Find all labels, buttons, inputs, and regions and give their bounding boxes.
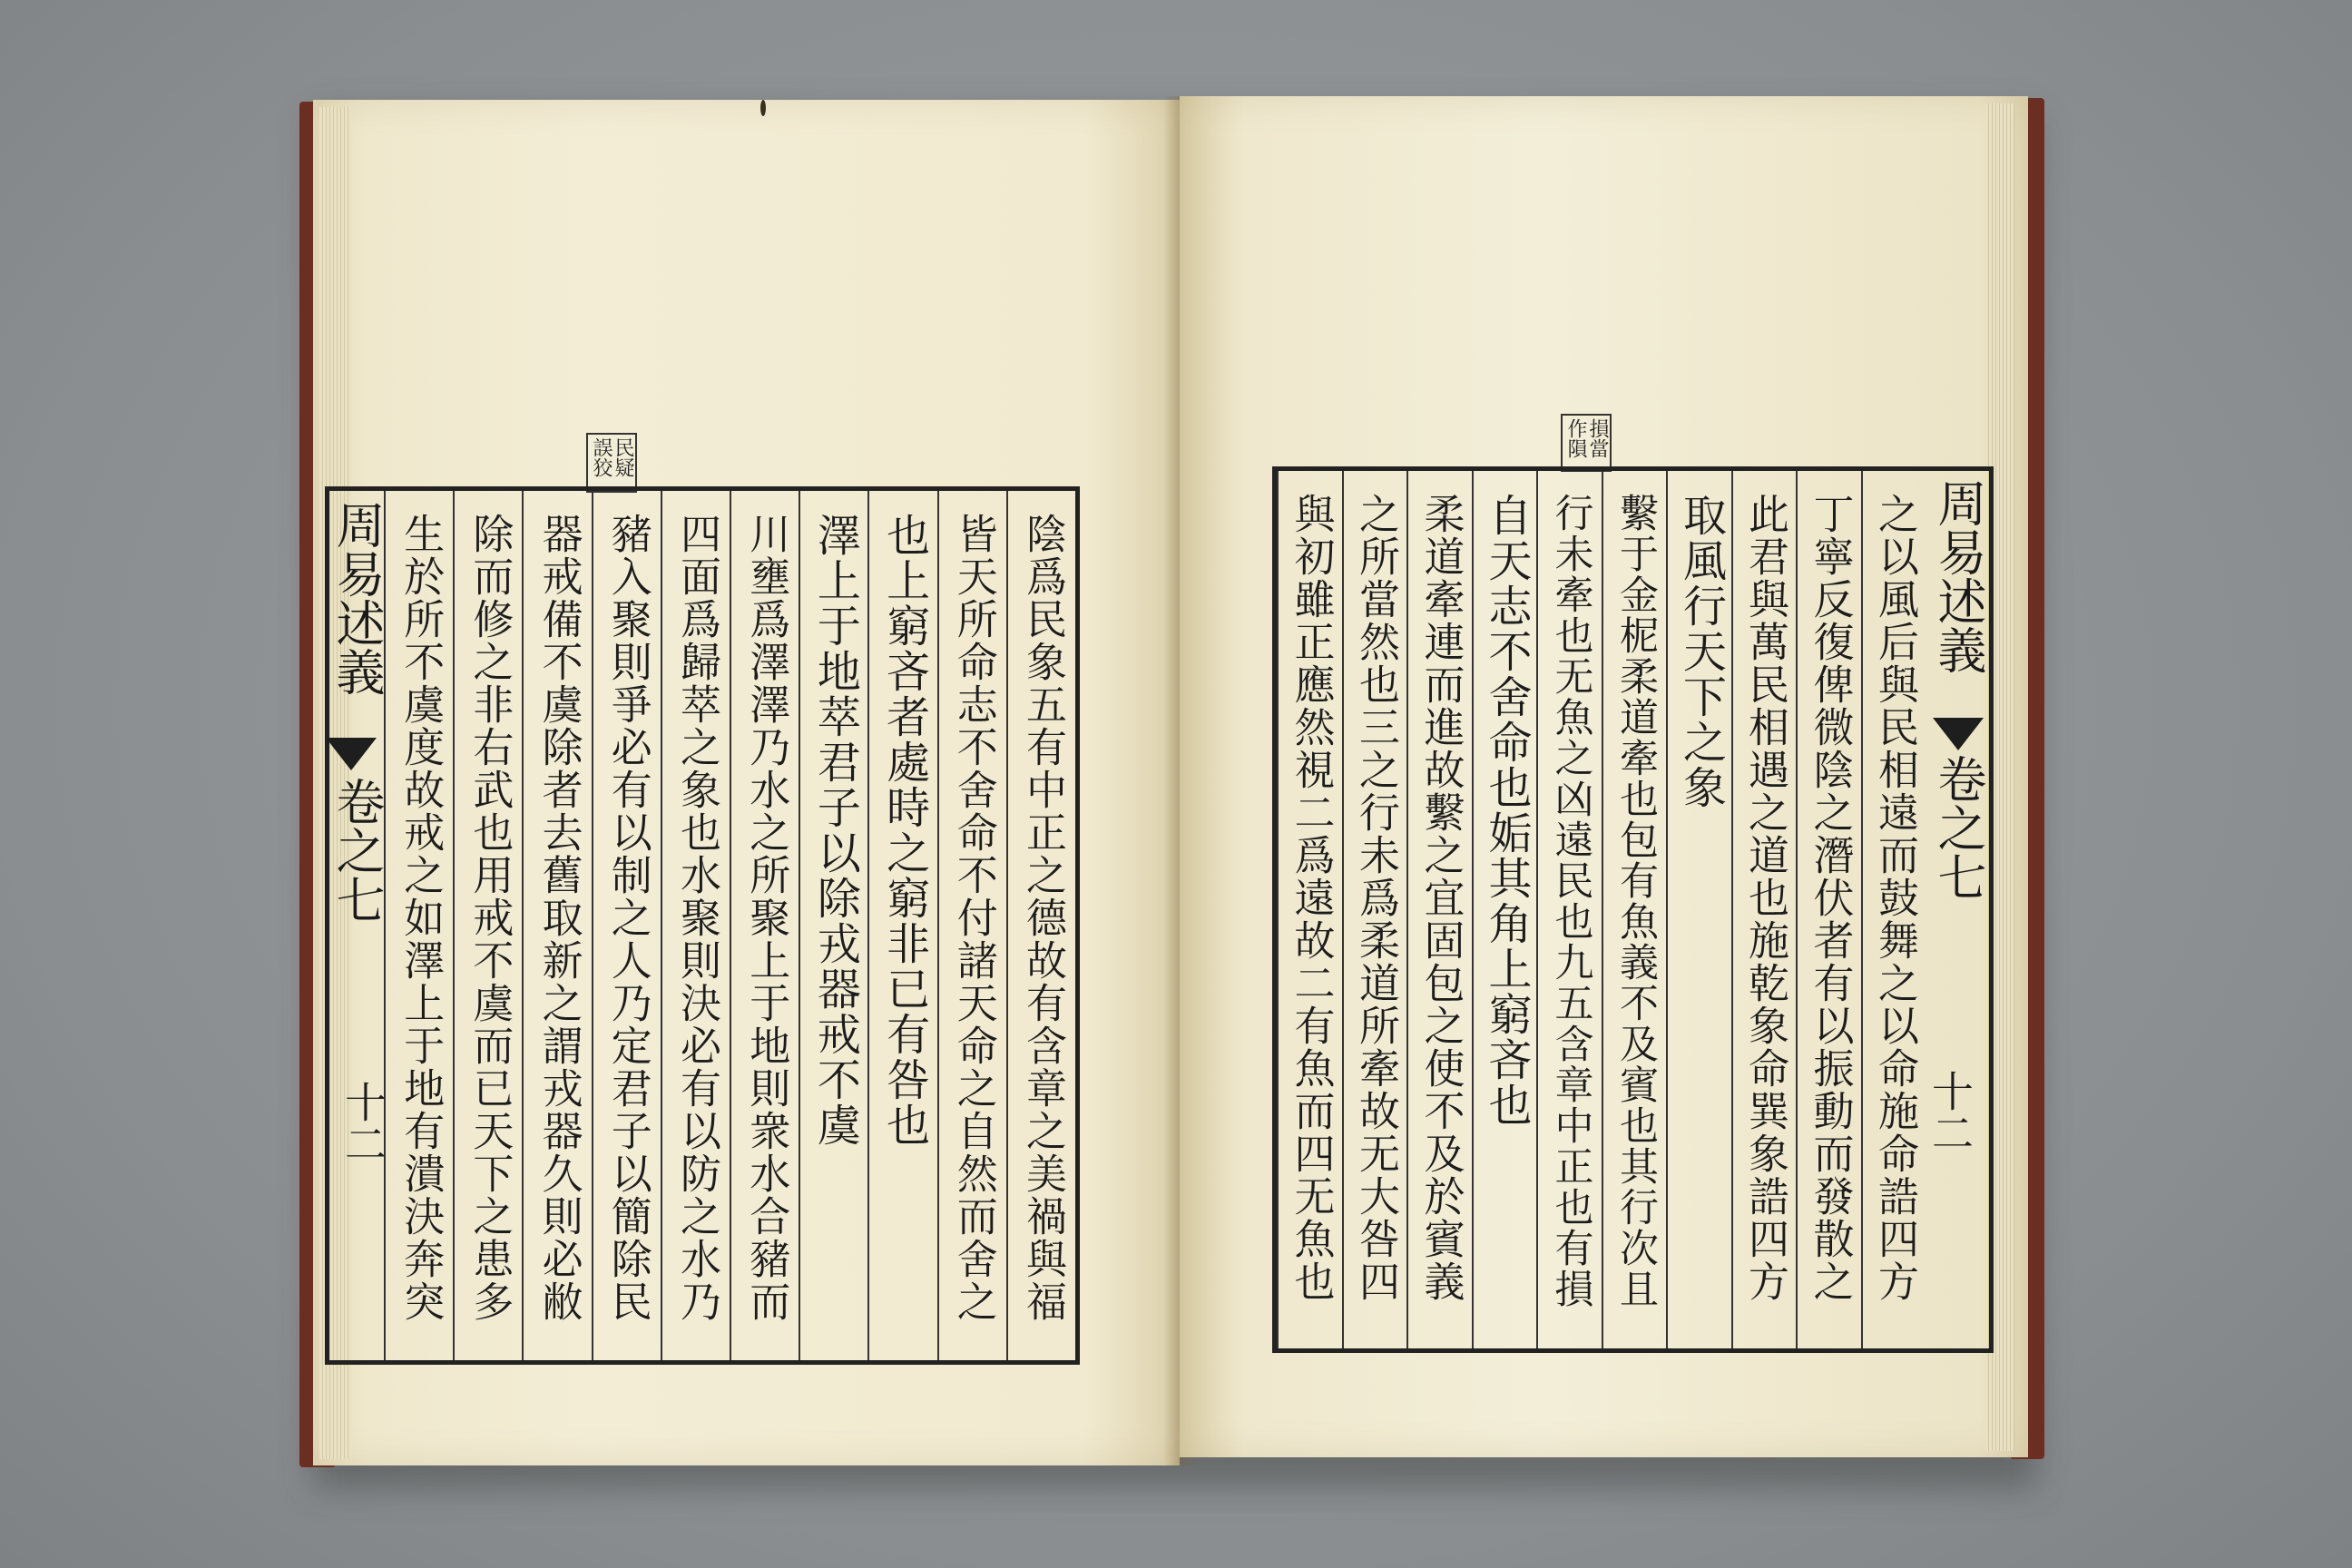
text-column — [730, 491, 799, 1360]
text-column — [1536, 471, 1602, 1348]
text-column — [384, 491, 453, 1360]
text-column — [799, 491, 867, 1360]
column-text: 繫于金柅柔道牽也包有魚義不及賓也其行次且 — [1613, 493, 1659, 1309]
column-text: 生於所不虞度故戒之如澤上于地有潰決奔突 — [397, 513, 446, 1323]
column-text: 與初雖正應然視二爲遠故二有魚而四无魚也 — [1287, 493, 1336, 1303]
column-text: 柔道牽連而進故繫之宜固包之使不及於賓義 — [1416, 493, 1465, 1303]
left-text-frame — [325, 486, 1080, 1365]
column-text: 川壅爲澤澤乃水之所聚上于地則衆水合豬而 — [742, 513, 791, 1323]
text-column — [1277, 471, 1342, 1348]
column-text: 四面爲歸萃之象也水聚則決必有以防之水乃 — [672, 513, 721, 1323]
column-text: 行未牽也无魚之凶遠民也九五含章中正也有損 — [1548, 493, 1594, 1309]
column-text: 澤上于地萃君子以除戎器戒不虞 — [809, 513, 861, 1148]
right-page-volume: 卷之七 — [1930, 754, 1987, 901]
column-text: 豬入聚則爭必有以制之人乃定君子以簡除民 — [603, 513, 652, 1323]
left-text-columns — [384, 491, 1075, 1360]
text-column — [1602, 471, 1667, 1348]
text-column — [453, 491, 522, 1360]
right-marginal-note: 損當作隕 — [1561, 414, 1612, 472]
text-column — [1006, 491, 1075, 1360]
text-column — [661, 491, 730, 1360]
column-text: 陰爲民象五有中正之德故有含章之美禍與福 — [1018, 513, 1067, 1323]
text-column — [1666, 471, 1731, 1348]
right-page-number: 十二 — [1926, 1070, 1975, 1153]
left-fishtail-mark — [326, 738, 377, 770]
text-column — [937, 491, 1006, 1360]
text-column — [867, 491, 936, 1360]
column-text: 之所當然也三之行未爲柔道所牽故无大咎四 — [1352, 493, 1400, 1303]
text-column — [1472, 471, 1537, 1348]
column-text: 丁寧反復俾微陰之潛伏者有以振動而發散之 — [1806, 493, 1855, 1303]
text-column — [1342, 471, 1407, 1348]
left-page-title: 周易述義 — [328, 500, 386, 696]
text-column — [1731, 471, 1797, 1348]
column-text: 取風行天下之象 — [1675, 493, 1727, 810]
right-text-columns — [1277, 471, 1926, 1348]
column-text: 自天志不舍命也姤其角上窮吝也 — [1481, 493, 1532, 1128]
text-column — [522, 491, 591, 1360]
column-text: 器戒備不虞除者去舊取新之謂戎器久則必敝 — [534, 513, 583, 1323]
text-column — [1796, 471, 1861, 1348]
text-column — [1861, 471, 1926, 1348]
right-page-title: 周易述義 — [1930, 478, 1987, 674]
column-text: 此君與萬民相遇之道也施乾象命巽象誥四方 — [1741, 493, 1789, 1303]
ink-speck — [760, 100, 766, 116]
column-text: 除而修之非右武也用戒不虞而已天下之患多 — [466, 513, 514, 1323]
left-marginal-note: 民疑誤狡 — [586, 433, 637, 493]
text-column — [592, 491, 661, 1360]
left-page-volume: 卷之七 — [328, 777, 386, 924]
left-page-number: 十二 — [338, 1081, 387, 1164]
text-column — [1406, 471, 1472, 1348]
column-text: 之以風后與民相遠而鼓舞之以命施命誥四方 — [1871, 493, 1919, 1303]
right-text-frame — [1272, 466, 1994, 1353]
column-text: 也上窮吝者處時之窮非已有咎也 — [878, 513, 930, 1148]
column-text: 皆天所命志不舍命不付諸天命之自然而舍之 — [949, 513, 998, 1323]
right-fishtail-mark — [1933, 718, 1984, 750]
